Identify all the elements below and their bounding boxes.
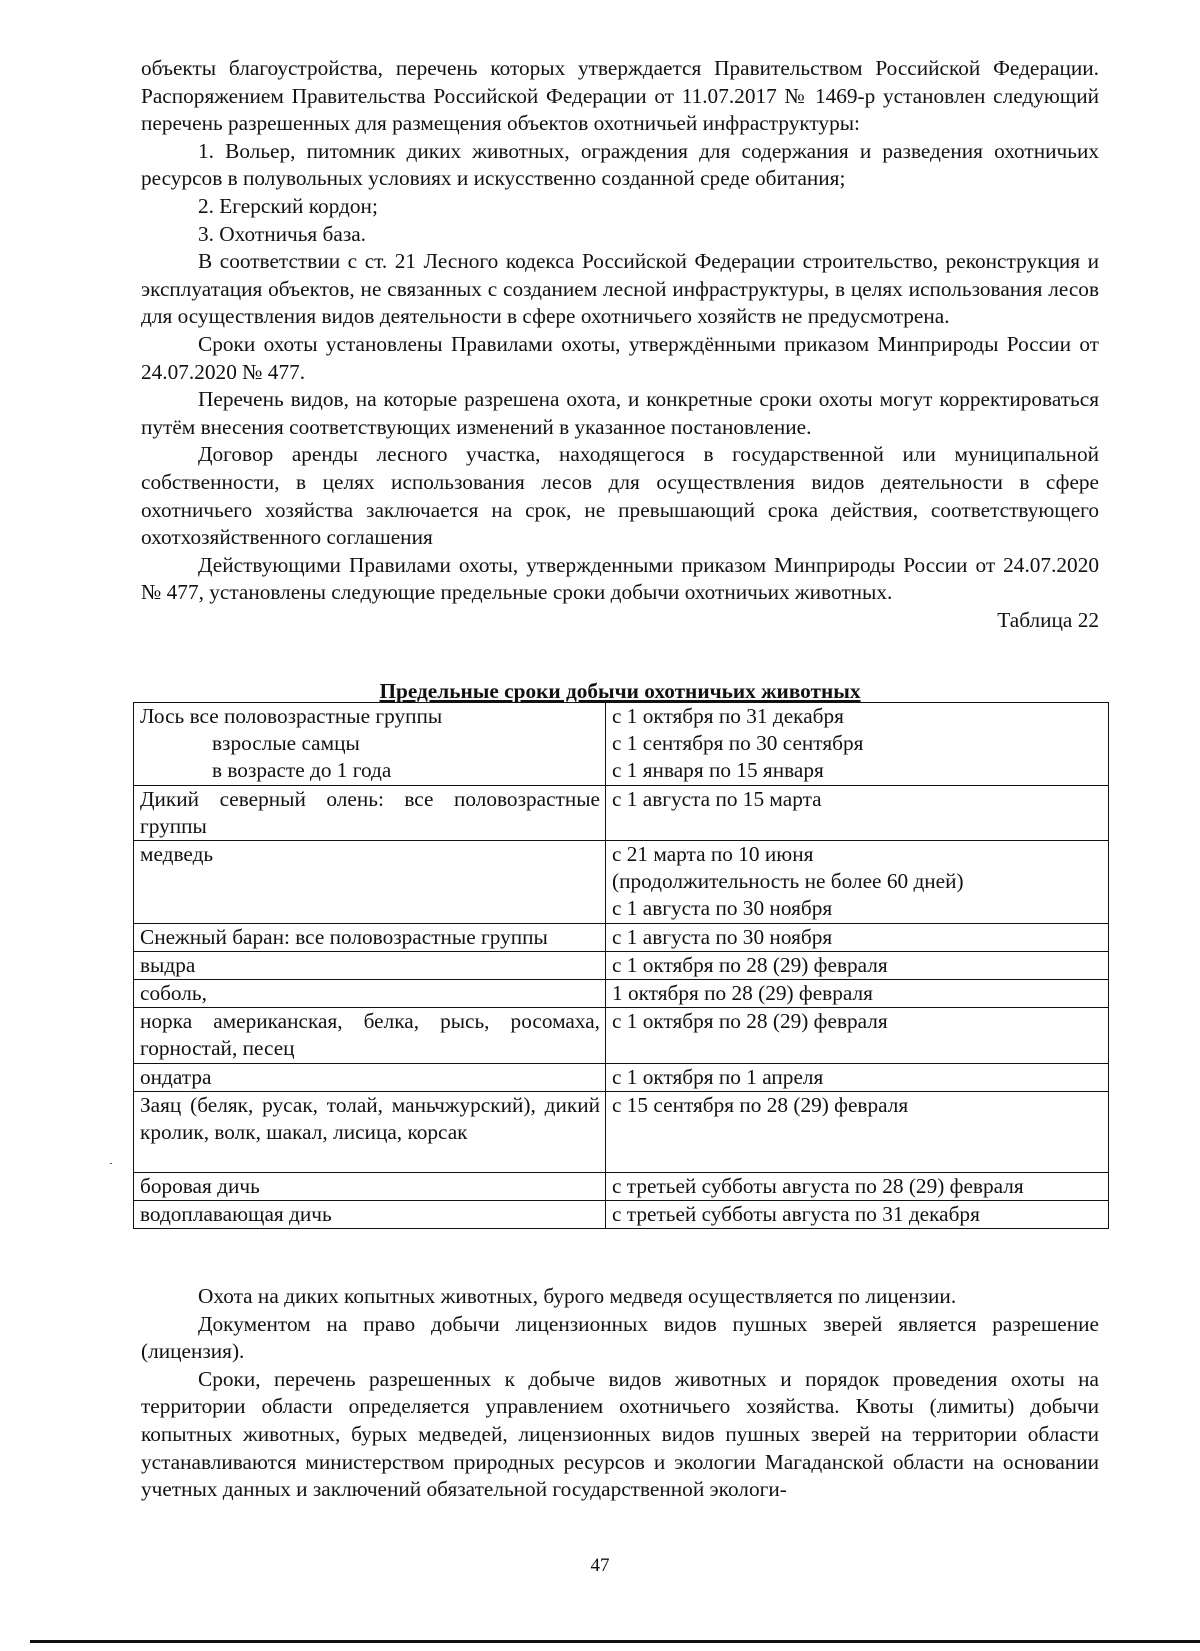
page-number: 47 bbox=[590, 1555, 610, 1576]
animal-cell bbox=[134, 1008, 606, 1063]
animal-text: норка американская, белка, рысь, росомаха, горностай, песец bbox=[140, 1009, 600, 1061]
table-row bbox=[134, 1201, 1109, 1229]
period-cell bbox=[606, 980, 1109, 1008]
table-row bbox=[134, 1008, 1109, 1063]
animal-text: водоплавающая дичь bbox=[140, 1202, 332, 1227]
period-text: с 1 октября по 28 (29) февраля bbox=[612, 952, 888, 977]
hunting-periods-table bbox=[133, 702, 1109, 1229]
table-caption: Таблица 22 bbox=[997, 607, 1099, 632]
period-text: с третьей субботы августа по 31 декабря bbox=[612, 1202, 980, 1227]
period-cell bbox=[606, 785, 1109, 840]
period-text: с 1 августа по 30 ноября bbox=[612, 924, 833, 949]
period-text: с 1 августа по 30 ноября bbox=[612, 896, 833, 921]
table-title-text: Предельные сроки добычи охотничьих животных bbox=[379, 679, 861, 703]
paragraph: Действующими Правилами охоты, утвержденными приказом Минприроды России от 24.07.2020 № 477, установлены следующие предельные сроки добычи охотничьих животных. bbox=[141, 552, 1099, 605]
body-text-top bbox=[141, 55, 1099, 634]
table-row bbox=[134, 1091, 1109, 1172]
period-cell bbox=[606, 1201, 1109, 1229]
period-cell bbox=[606, 951, 1109, 979]
period-text: с 15 сентября по 28 (29) февраля bbox=[612, 1092, 909, 1117]
animal-cell bbox=[134, 980, 606, 1008]
animal-text: выдра bbox=[140, 952, 196, 977]
table-row bbox=[134, 703, 1109, 786]
period-text: с третьей субботы августа по 28 (29) февраля bbox=[612, 1173, 1024, 1198]
paragraph: В соответствии с ст. 21 Лесного кодекса Российской Федерации строительство, реконструкция и эксплуатация объектов, не связанных с созданием лесной инфраструктуры, в целях использования лесов для осуществления видов деятельности в сфере охотничьего хозяйств не предусмотрена. bbox=[141, 249, 1099, 329]
animal-text: в возрасте до 1 года bbox=[212, 758, 392, 783]
paragraph: Перечень видов, на которые разрешена охота, и конкретные сроки охоты могут корректироваться путём внесения соответствующих изменений в указанное постановление. bbox=[141, 387, 1099, 439]
period-text: 1 октября по 28 (29) февраля bbox=[612, 981, 873, 1006]
animal-text: Снежный баран: все половозрастные группы bbox=[140, 924, 548, 949]
list-item: 2. Егерский кордон; bbox=[198, 193, 378, 218]
period-text: (продолжительность не более 60 дней) bbox=[612, 869, 964, 894]
paragraph: Документом на право добычи лицензионных видов пушных зверей является разрешение (лицензия). bbox=[141, 1311, 1099, 1364]
table-row bbox=[134, 785, 1109, 840]
table-row bbox=[134, 1063, 1109, 1091]
paragraph: Сроки, перечень разрешенных к добыче видов животных и порядок проведения охоты на территории области определяется управлением охотничьего хозяйства. Квоты (лимиты) добычи копытных животных, бурых медведей, лицензионных видов пушных зверей на территории области устанавливаются министерством природных ресурсов и экологии Магаданской области на основании учетных данных и заключений обязательной государственной экологи- bbox=[141, 1366, 1099, 1502]
table-row bbox=[134, 923, 1109, 951]
list-item: 1. Вольер, питомник диких животных, ограждения для содержания и разведения охотничьих ресурсов в полувольных условиях и искусственно созданной среде обитания; bbox=[141, 138, 1099, 191]
period-cell bbox=[606, 1008, 1109, 1063]
margin-mark bbox=[110, 1163, 112, 1164]
period-cell bbox=[606, 703, 1109, 786]
animal-cell bbox=[134, 923, 606, 951]
animal-cell bbox=[134, 1201, 606, 1229]
animal-text: Дикий северный олень: все половозрастные группы bbox=[140, 786, 600, 838]
animal-cell bbox=[134, 951, 606, 979]
paragraph: объекты благоустройства, перечень которых утверждается Правительством Российской Федерации. Распоряжением Правительства Российской Федерации от 11.07.2017 № 1469-р установлен следующий перечень разрешенных для размещения объектов охотничьей инфраструктуры: bbox=[141, 56, 1099, 136]
animal-text: Заяц (беляк, русак, толай, маньчжурский), дикий кролик, волк, шакал, лисица, корсак bbox=[140, 1092, 600, 1145]
paragraph: Договор аренды лесного участка, находящегося в государственной или муниципальной собственности, в целях использования лесов для осуществления видов деятельности в сфере охотничьего хозяйства заключается на срок, не превышающий срока действия, соответствующего охотхозяйственного соглашения bbox=[141, 442, 1099, 550]
period-text: с 1 октября по 1 апреля bbox=[612, 1064, 824, 1089]
animal-text: соболь, bbox=[140, 981, 207, 1006]
table-row bbox=[134, 980, 1109, 1008]
animal-text: Лось все половозрастные группы bbox=[140, 704, 443, 728]
body-text-bottom bbox=[141, 1283, 1099, 1504]
period-text: с 1 октября по 28 (29) февраля bbox=[612, 1009, 888, 1034]
period-cell bbox=[606, 923, 1109, 951]
animal-cell bbox=[134, 703, 606, 786]
animal-cell bbox=[134, 785, 606, 840]
animal-cell bbox=[134, 1172, 606, 1200]
period-cell bbox=[606, 1172, 1109, 1200]
paragraph: Охота на диких копытных животных, бурого медведя осуществляется по лицензии. bbox=[198, 1284, 957, 1308]
period-cell bbox=[606, 841, 1109, 924]
animal-text: взрослые самцы bbox=[212, 731, 360, 756]
period-cell bbox=[606, 1063, 1109, 1091]
period-text: с 1 августа по 15 марта bbox=[612, 786, 822, 811]
animal-text: боровая дичь bbox=[140, 1173, 260, 1198]
period-text: с 1 октября по 31 декабря bbox=[612, 704, 844, 728]
paragraph: Сроки охоты установлены Правилами охоты, утверждёнными приказом Минприроды России от 24.07.2020 № 477. bbox=[141, 331, 1099, 384]
table-title bbox=[141, 678, 1099, 705]
period-cell bbox=[606, 1091, 1109, 1172]
animal-text: ондатра bbox=[140, 1064, 212, 1089]
bottom-rule bbox=[30, 1640, 1200, 1643]
table-body bbox=[134, 703, 1109, 1229]
period-text: с 1 января по 15 января bbox=[612, 758, 824, 783]
period-text: с 21 марта по 10 июня bbox=[612, 842, 814, 867]
table-row bbox=[134, 951, 1109, 979]
table-row bbox=[134, 841, 1109, 924]
animal-cell bbox=[134, 1091, 606, 1172]
animal-cell bbox=[134, 841, 606, 924]
table-row bbox=[134, 1172, 1109, 1200]
animal-cell bbox=[134, 1063, 606, 1091]
animal-text: медведь bbox=[140, 842, 214, 867]
period-text: с 1 сентября по 30 сентября bbox=[612, 731, 864, 756]
list-item: 3. Охотничья база. bbox=[198, 221, 367, 246]
